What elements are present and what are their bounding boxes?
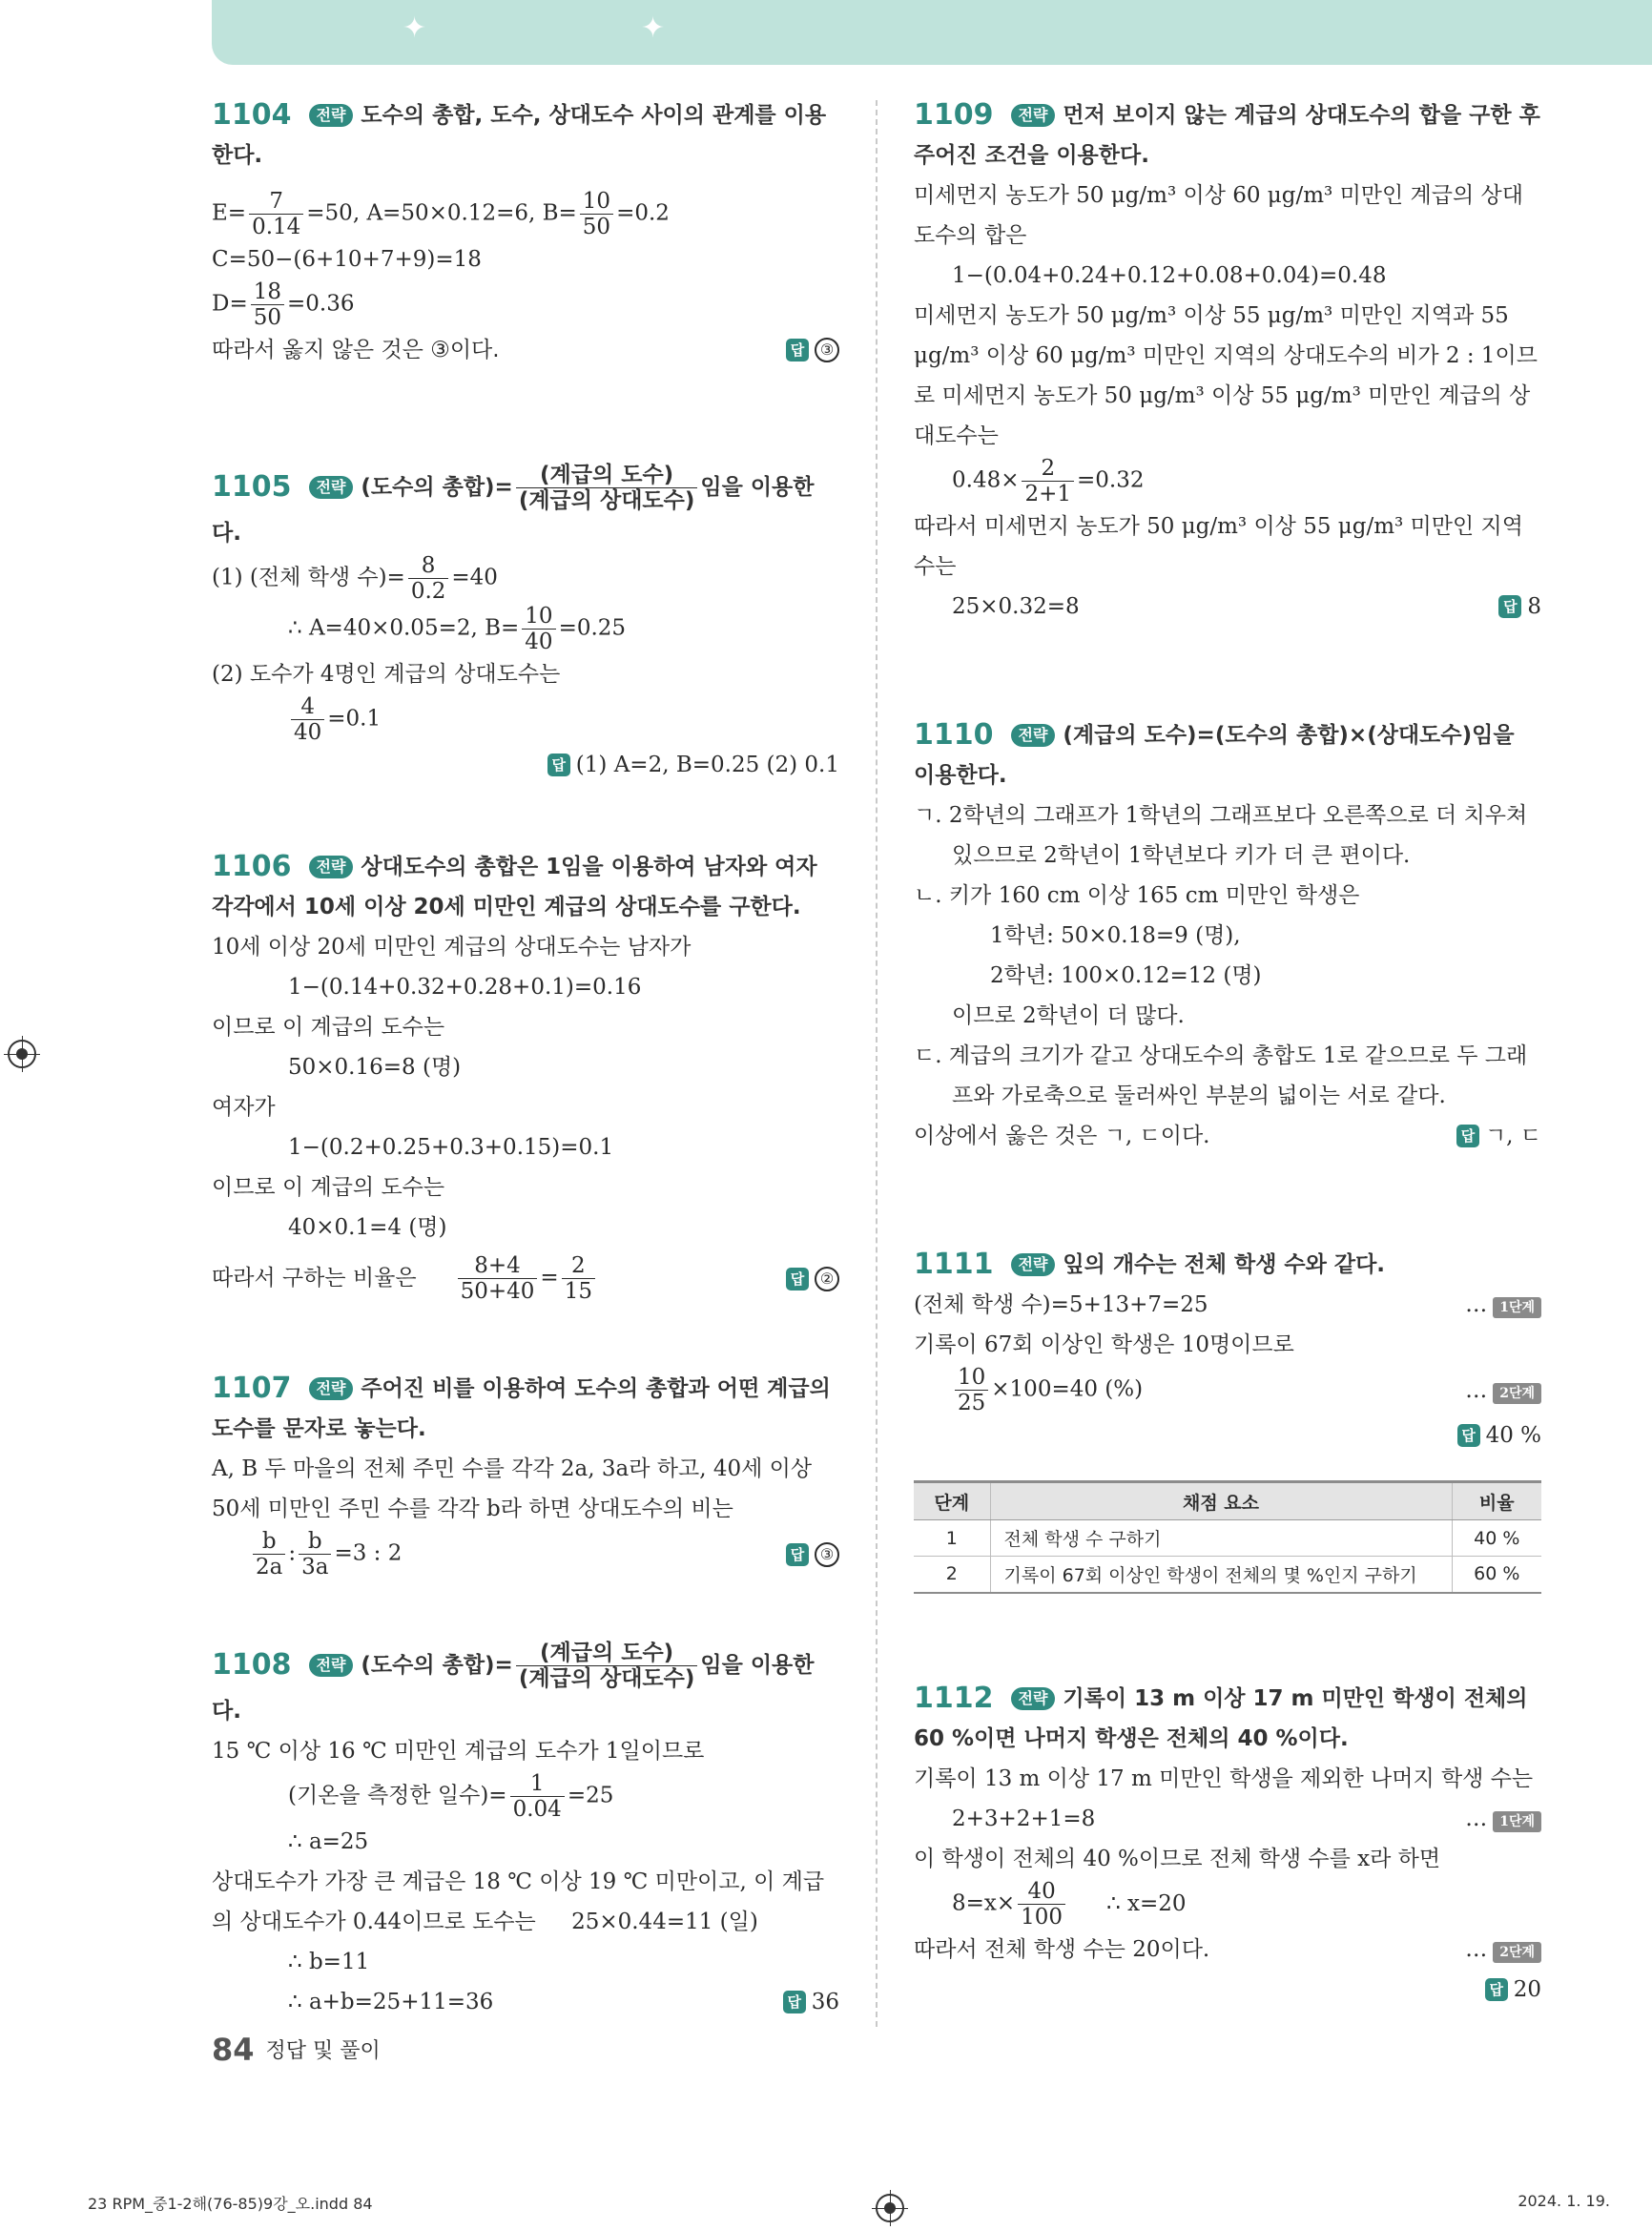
solution-line: 이 학생이 전체의 40 %이므로 전체 학생 수를 x라 하면 — [914, 1847, 1441, 1871]
fraction: $\frac{2}{15}$ — [562, 1253, 595, 1304]
answer-value: ㄱ, ㄷ — [1484, 1124, 1541, 1148]
solution-line: ㄷ. 계급의 크기가 같고 상대도수의 총합도 1로 같으므로 두 그래프와 가로축으로 둘러싸인 부분의 넓이는 서로 같다. — [914, 1043, 1528, 1108]
solution-line: 1학년: 50×0.18=9 (명), — [990, 923, 1241, 948]
solution-line: 40×0.1=4 (명) — [288, 1215, 447, 1240]
step-badge: 2단계 — [1493, 1383, 1541, 1404]
problem-number: 1110 — [914, 718, 994, 752]
answer — [786, 1267, 839, 1291]
fraction: $\frac{1}{0.04}$ — [510, 1771, 565, 1822]
step-badge: 1단계 — [1493, 1811, 1541, 1832]
solution-line: 이므로 이 계급의 도수는 — [212, 1015, 445, 1040]
fraction: $\frac{8}{0.2}$ — [408, 553, 449, 604]
answer — [914, 1415, 1541, 1456]
solution-line: 8=x× $\frac{40}{100}$ ∴ x=20 — [952, 1879, 1187, 1930]
solution-line: 2학년: 100×0.12=12 (명) — [990, 963, 1262, 988]
solution-line: ∴ b=11 — [288, 1950, 370, 1974]
fraction: $\frac{7}{0.14}$ — [249, 189, 303, 239]
page-footer — [212, 2032, 381, 2068]
solution-line: 10세 이상 20세 미만인 계급의 상대도수는 남자가 — [212, 935, 692, 960]
solution-line: 50×0.16=8 (명) — [288, 1055, 462, 1080]
solution-line: (2) 도수가 4명인 계급의 상대도수는 — [212, 662, 561, 687]
print-date: 2024. 1. 19. — [1518, 2192, 1610, 2210]
answer-mark: 답 — [1456, 1125, 1479, 1147]
solution-line: 미세먼지 농도가 50 μg/m³ 이상 60 μg/m³ 미만인 계급의 상대도수의 합은 — [914, 183, 1523, 248]
solution-line: 따라서 구하는 비율은 $\frac{8+4}{50+40}$ = $\frac{2}{15}$ 답 ② — [212, 1253, 839, 1304]
answer-mark: 답 — [1457, 1424, 1480, 1447]
registration-mark-icon — [8, 1040, 36, 1068]
problem-1106 — [212, 847, 839, 1304]
answer-value: (1) A=2, B=0.25 (2) 0.1 — [575, 753, 839, 777]
header-band — [212, 0, 1652, 65]
solution-line: ∴ A=40×0.05=2, B= $\frac{10}{40}$ =0.25 — [288, 604, 627, 654]
fraction: $\frac{10}{25}$ — [955, 1365, 988, 1415]
answer — [1498, 587, 1541, 627]
strategy-tag: 전략 — [309, 1377, 354, 1400]
problem-1112 — [914, 1679, 1541, 2010]
strategy-text: (계급의 도수)=(도수의 총합)×(상대도수)임을 이용한다. — [914, 723, 1515, 788]
strategy-text: 주어진 비를 이용하여 도수의 총합과 어떤 계급의 도수를 문자로 놓는다. — [212, 1376, 831, 1441]
problem-number: 1108 — [212, 1648, 292, 1682]
fraction: $\frac{8+4}{50+40}$ — [458, 1253, 538, 1304]
solution-line: A, B 두 마을의 전체 주민 수를 각각 2a, 3a라 하고, 40세 이상 50세 미만인 주민 수를 각각 b라 하면 상대도수의 비는 — [212, 1456, 813, 1521]
solution-line: 따라서 미세먼지 농도가 50 μg/m³ 이상 55 μg/m³ 미만인 지역 수는 — [914, 514, 1523, 579]
star-icon: ✦ — [641, 11, 666, 45]
solution-line: 1−(0.04+0.24+0.12+0.08+0.04)=0.48 — [952, 263, 1387, 288]
solution-line: 따라서 전체 학생 수는 20이다. … 2단계 — [914, 1930, 1541, 1970]
strategy-text: 도수의 총합, 도수, 상대도수 사이의 관계를 이용한다. — [212, 103, 827, 168]
problem-1111 — [914, 1245, 1541, 1456]
solution-line: 기록이 67회 이상인 학생은 10명이므로 — [914, 1332, 1294, 1357]
problem-1105 — [212, 463, 839, 785]
solution-line: $\frac{b}{2a}$ : $\frac{b}{3a}$ =3 : 2 답 ③ — [212, 1529, 839, 1580]
answer-mark: 답 — [783, 1991, 806, 2013]
solution-line: C=50−(6+10+7+9)=18 — [212, 247, 482, 272]
table-header-row: 단계 채점 요소 비율 — [914, 1482, 1541, 1520]
step-badge: 1단계 — [1493, 1297, 1541, 1318]
strategy-text: 기록이 13 m 이상 17 m 미만인 학생이 전체의 60 %이면 나머지 학생은 전체의 40 %이다. — [914, 1686, 1528, 1751]
answer-value: ③ — [815, 338, 839, 362]
solution-line: E= $\frac{7}{0.14}$ =50, A=50×0.12=6, B= $\frac{10}{50}$ =0.2 — [212, 189, 670, 239]
fraction: $\frac{4}{40}$ — [291, 694, 324, 745]
scoring-table — [914, 1480, 1541, 1594]
answer-mark: 답 — [786, 1268, 809, 1291]
strategy-tag: 전략 — [1011, 724, 1056, 747]
solution-line: (1) (전체 학생 수)= $\frac{8}{0.2}$ =40 — [212, 553, 498, 604]
answer — [786, 338, 839, 362]
solution-line: (기온을 측정한 일수)= $\frac{1}{0.04}$ =25 — [288, 1771, 614, 1822]
problem-number: 1107 — [212, 1372, 292, 1405]
solution-line: (전체 학생 수)=5+13+7=25 … 1단계 — [914, 1285, 1541, 1325]
strategy-tag: 전략 — [1011, 104, 1056, 127]
solution-line: 이므로 이 계급의 도수는 — [212, 1175, 445, 1200]
answer — [1456, 1116, 1541, 1156]
solution-line: 미세먼지 농도가 50 μg/m³ 이상 55 μg/m³ 미만인 지역과 55 μg/m³ 이상 60 μg/m³ 미만인 지역의 상대도수의 비가 2 : 1이므로 미세먼지 농도가 50 μg/m³ 이상 55 μg/m³ 미만인 계급의 상대도수는 — [914, 303, 1538, 448]
strategy-tag: 전략 — [309, 104, 354, 127]
answer-value: ② — [815, 1267, 839, 1291]
problem-number: 1112 — [914, 1682, 994, 1715]
column-divider — [876, 100, 878, 2027]
file-name: 23 RPM_중1-2해(76-85)9강_오.indd 84 — [88, 2195, 373, 2213]
solution-line: ∴ a+b=25+11=36 답 36 — [212, 1982, 839, 2022]
problem-number: 1104 — [212, 98, 292, 132]
answer-mark: 답 — [786, 339, 809, 361]
answer-value: 36 — [811, 1990, 839, 2014]
strategy-text: 상대도수의 총합은 1임을 이용하여 남자와 여자 각각에서 10세 이상 20세 미만인 계급의 상대도수를 구한다. — [212, 855, 817, 919]
page-number: 84 — [212, 2032, 255, 2068]
strategy-tag: 전략 — [309, 1654, 354, 1677]
fraction: $\frac{\text{(계급의 도수)}}{\text{(계급의 상대도수)}}$ — [516, 1641, 698, 1691]
problem-number: 1106 — [212, 850, 292, 883]
solution-line: 0.48× $\frac{2}{2+1}$ =0.32 — [952, 456, 1145, 506]
problem-1107 — [212, 1369, 839, 1580]
fraction: $\frac{\text{(계급의 도수)}}{\text{(계급의 상대도수)}}$ — [516, 463, 698, 513]
answer-mark: 답 — [1498, 595, 1521, 618]
page-label: 정답 및 풀이 — [265, 2039, 381, 2063]
solution-line: ㄱ. 2학년의 그래프가 1학년의 그래프보다 오른쪽으로 더 치우쳐 있으므로 2학년이 1학년보다 키가 더 큰 편이다. — [914, 803, 1528, 868]
problem-1104 — [212, 95, 839, 370]
problem-number: 1105 — [212, 470, 292, 504]
answer-mark: 답 — [547, 754, 570, 776]
solution-line: 2+3+2+1=8 … 1단계 — [914, 1799, 1541, 1839]
problem-number: 1109 — [914, 98, 994, 132]
strategy-tag: 전략 — [309, 856, 354, 878]
solution-line: 기록이 13 m 이상 17 m 미만인 학생을 제외한 나머지 학생 수는 — [914, 1766, 1534, 1791]
solution-line: 25×0.32=8 답 8 — [914, 587, 1541, 627]
strategy-text: (도수의 총합)= $\frac{\text{(계급의 도수)}}{\text{(계급의 상대도수)}}$ 임을 이용한다. — [212, 1641, 815, 1724]
fraction: $\frac{10}{40}$ — [522, 604, 555, 654]
table-row: 1 전체 학생 수 구하기 40 % — [914, 1520, 1541, 1557]
solution-line: 15 ℃ 이상 16 ℃ 미만인 계급의 도수가 1일이므로 — [212, 1739, 705, 1764]
star-icon: ✦ — [403, 11, 427, 45]
solution-line: ∴ a=25 — [288, 1829, 369, 1854]
solution-line: $\frac{4}{40}$ =0.1 — [212, 694, 839, 745]
answer — [914, 1970, 1541, 2010]
solution-line: 여자가 — [212, 1095, 276, 1120]
fraction: $\frac{b}{3a}$ — [299, 1529, 331, 1580]
solution-line: 상대도수가 가장 큰 계급은 18 ℃ 이상 19 ℃ 미만이고, 이 계급의 상대도수가 0.44이므로 도수는 25×0.44=11 (일) — [212, 1869, 825, 1934]
strategy-tag: 전략 — [309, 476, 354, 499]
solution-line: D= $\frac{18}{50}$ =0.36 — [212, 279, 355, 330]
answer-mark: 답 — [786, 1543, 809, 1566]
solution-line: 이므로 2학년이 더 많다. — [952, 1003, 1185, 1028]
answer — [212, 745, 839, 785]
solution-line: 따라서 옳지 않은 것은 ③이다. 답 ③ — [212, 330, 839, 370]
fraction: $\frac{b}{2a}$ — [253, 1529, 285, 1580]
fraction: $\frac{10}{50}$ — [580, 189, 613, 239]
registration-mark-icon — [876, 2194, 904, 2222]
problem-number: 1111 — [914, 1248, 994, 1281]
strategy-tag: 전략 — [1011, 1253, 1056, 1276]
table-row: 2 기록이 67회 이상인 학생이 전체의 몇 %인지 구하기 60 % — [914, 1557, 1541, 1593]
strategy-tag: 전략 — [1011, 1687, 1056, 1710]
solution-line: 이상에서 옳은 것은 ㄱ, ㄷ이다. 답 ㄱ, ㄷ — [914, 1116, 1541, 1156]
answer-value: ③ — [815, 1542, 839, 1567]
fraction: $\frac{18}{50}$ — [251, 279, 284, 330]
problem-1109 — [914, 95, 1541, 627]
solution-line: ㄴ. 키가 160 cm 이상 165 cm 미만인 학생은 — [914, 883, 1360, 908]
strategy-text: 먼저 보이지 않는 계급의 상대도수의 합을 구한 후 주어진 조건을 이용한다. — [914, 103, 1540, 168]
solution-line: 1−(0.14+0.32+0.28+0.1)=0.16 — [288, 975, 642, 1000]
solution-line: $\frac{10}{25}$ ×100=40 (%) … 2단계 — [914, 1365, 1541, 1415]
answer-value: 8 — [1527, 594, 1541, 619]
strategy-text: (도수의 총합)= $\frac{\text{(계급의 도수)}}{\text{(계급의 상대도수)}}$ 임을 이용한다. — [212, 463, 815, 546]
answer — [783, 1982, 839, 2022]
answer-value: 40 % — [1485, 1423, 1541, 1448]
strategy-text: 잎의 개수는 전체 학생 수와 같다. — [1063, 1252, 1386, 1277]
solution-line: 1−(0.2+0.25+0.3+0.15)=0.1 — [288, 1135, 614, 1160]
problem-1108 — [212, 1641, 839, 2022]
answer-value: 20 — [1513, 1977, 1541, 2002]
fraction: $\frac{2}{2+1}$ — [1022, 456, 1074, 506]
problem-1110 — [914, 715, 1541, 1156]
step-badge: 2단계 — [1493, 1942, 1541, 1963]
answer — [786, 1542, 839, 1567]
answer-mark: 답 — [1485, 1978, 1508, 2001]
fraction: $\frac{40}{100}$ — [1018, 1879, 1065, 1930]
